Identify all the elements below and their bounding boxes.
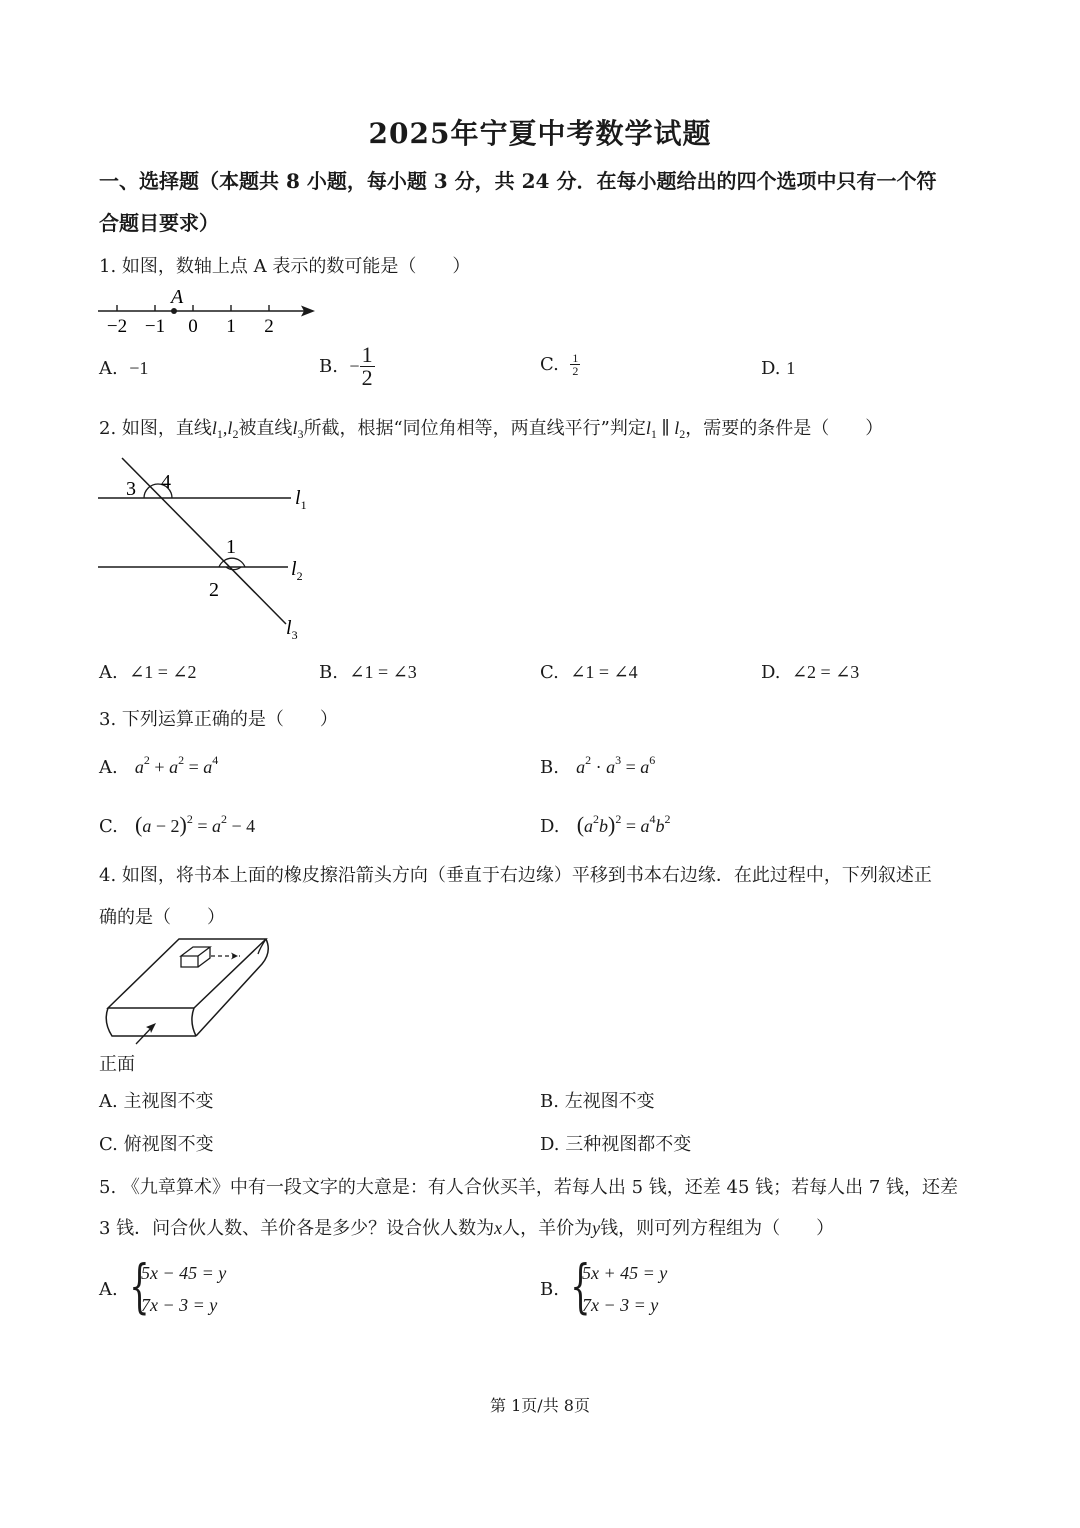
- q3-option-b: B. $a^2 \cdot a^3 = a^6$: [540, 753, 656, 778]
- q1-stem: 1. 如图，数轴上点 A 表示的数可能是（ ）: [99, 256, 471, 277]
- q1-option-d: D. 1: [761, 358, 796, 379]
- q3-option-a: A. $a^2 + a^2 = a^4$: [99, 753, 219, 778]
- q5-a-eq1: 5x − 45 = y: [141, 1263, 227, 1283]
- q2-angle-3: 3: [126, 478, 136, 500]
- q1-tick-label: 0: [188, 316, 198, 337]
- section-heading-line1: 一、选择题（本题共 8 小题，每小题 3 分，共 24 分．在每小题给出的四个选项中只有一个符: [99, 169, 937, 193]
- q1-tick-label: 2: [264, 316, 274, 337]
- q5-stem-line1: 5. 《九章算术》中有一段文字的大意是：有人合伙买羊，若每人出 5 钱，还差 45 钱；若每人出 7 钱，还差: [99, 1177, 959, 1198]
- q2-angle-4: 4: [161, 471, 171, 493]
- q4-book-figure: [98, 934, 278, 1046]
- q2-option-a: A. ∠1 = ∠2: [99, 662, 197, 683]
- q2-stem: 2. 如图，直线$l_1,l_2$被直线$l_3$所截，根据“同位角相等，两直线平行”判定$l_1$ ∥ $l_2$，需要的条件是（ ）: [99, 418, 884, 441]
- q1-option-c: C. $\frac{1}{2}$: [540, 351, 579, 378]
- q2-label-l1: $l_1$: [295, 487, 307, 512]
- q4-figure-label: 正面: [99, 1054, 135, 1075]
- q5-b-eq1: 5x + 45 = y: [582, 1263, 668, 1283]
- q2-label-l3: $l_3$: [286, 617, 298, 642]
- q5-a-eq2: 7x − 3 = y: [141, 1295, 218, 1315]
- q2-label-l2: $l_2$: [291, 558, 303, 583]
- q5-stem-line2: 3 钱．问合伙人数、羊价各是多少？设合伙人数为x人，羊价为y钱，则可列方程组为（ ）: [99, 1218, 835, 1239]
- q2-line-l3: [122, 458, 286, 624]
- q4-option-c: C. 俯视图不变: [99, 1134, 214, 1155]
- q3-option-c: C. $(a - 2)^2 = a^2 - 4$: [99, 812, 256, 837]
- q4-option-b: B. 左视图不变: [540, 1091, 655, 1112]
- q1-tick-label: −1: [144, 316, 166, 337]
- q1-point-a: [171, 308, 177, 314]
- q2-option-d: D. ∠2 = ∠3: [761, 662, 860, 683]
- page-title: 2025年宁夏中考数学试题: [368, 117, 712, 150]
- q2-angle-1: 1: [226, 536, 236, 558]
- q2-angle-2: 2: [209, 579, 219, 601]
- section-heading-line2: 合题目要求）: [99, 211, 219, 235]
- q1-tick-label: 1: [226, 316, 236, 337]
- q4-stem-line1: 4. 如图，将书本上面的橡皮擦沿箭头方向（垂直于右边缘）平移到书本右边缘．在此过程中，下列叙述正: [99, 865, 932, 886]
- q1-tick-label: −2: [106, 316, 128, 337]
- page-footer: 第 1页/共 8页: [490, 1396, 590, 1415]
- q3-stem: 3. 下列运算正确的是（ ）: [99, 709, 338, 730]
- q1-option-a: A. −1: [99, 358, 149, 379]
- q1-point-label: A: [171, 286, 184, 308]
- q4-option-d: D. 三种视图都不变: [540, 1134, 692, 1155]
- q4-option-a: A. 主视图不变: [99, 1091, 214, 1112]
- q2-figure: [95, 452, 325, 647]
- q5-b-eq2: 7x − 3 = y: [582, 1295, 659, 1315]
- q2-option-b: B. ∠1 = ∠3: [319, 662, 417, 683]
- q3-option-d: D. $(a^2b)^2 = a^4b^2$: [540, 812, 671, 837]
- q4-stem-line2: 确的是（ ）: [99, 907, 225, 928]
- q1-option-b: B. − $\frac{1}{2}$: [319, 342, 373, 390]
- q1-number-line: [95, 284, 325, 340]
- q2-option-c: C. ∠1 = ∠4: [540, 662, 638, 683]
